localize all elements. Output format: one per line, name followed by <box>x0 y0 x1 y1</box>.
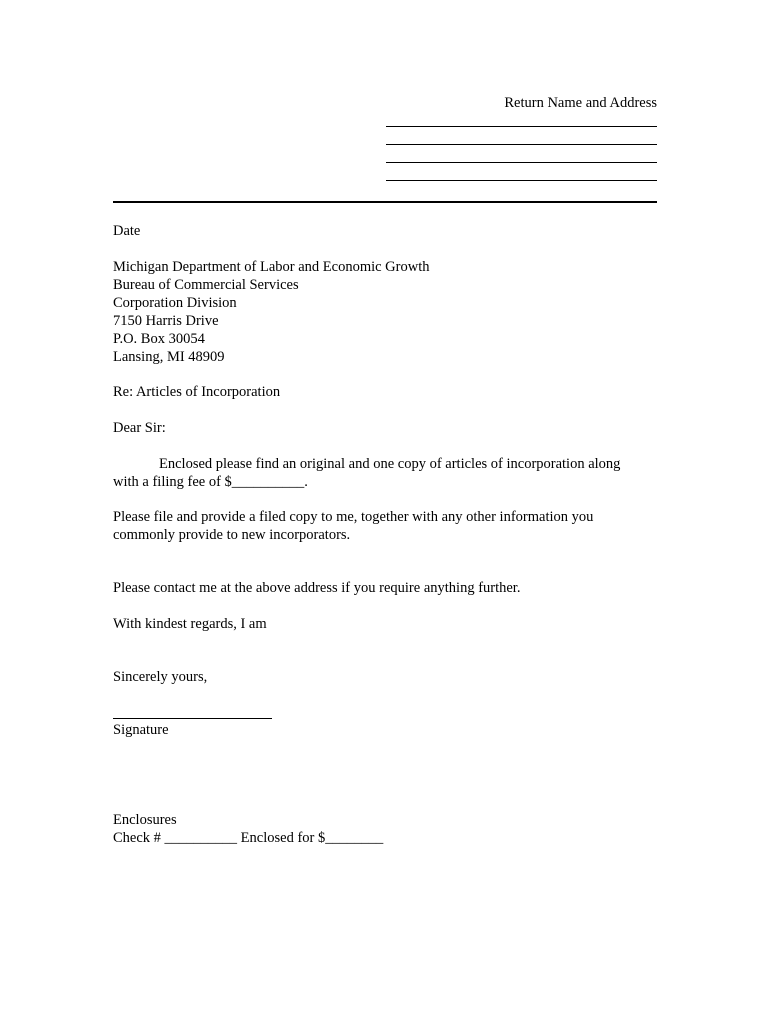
paragraph-line: Enclosed please find an original and one copy of articles of incorporation along <box>159 456 621 472</box>
paragraph-line: with a filing fee of $__________. <box>113 474 308 490</box>
paragraph-line: Please file and provide a filed copy to me, together with any other information you <box>113 509 594 525</box>
signature-block <box>113 721 657 739</box>
return-address-blank-2 <box>386 144 657 145</box>
recipient-line: Bureau of Commercial Services <box>113 277 299 293</box>
signature-label: Signature <box>113 722 169 738</box>
subject-text: Re: Articles of Incorporation <box>113 384 281 400</box>
body-paragraph-3 <box>113 579 657 597</box>
recipient-line: Michigan Department of Labor and Economic Growth <box>113 259 430 275</box>
date-field <box>113 222 657 240</box>
body-paragraph-2 <box>113 508 657 544</box>
return-address-label: Return Name and Address <box>504 95 657 111</box>
body-paragraph-1 <box>113 455 657 491</box>
recipient-line: Corporation Division <box>113 295 237 311</box>
salutation-text: Dear Sir: <box>113 420 166 436</box>
return-address-blank-3 <box>386 162 657 163</box>
return-address-blank-4 <box>386 180 657 181</box>
paragraph-line: Please contact me at the above address if you require anything further. <box>113 580 521 596</box>
return-address-blank-1 <box>386 126 657 127</box>
header-divider <box>113 201 657 203</box>
recipient-line: 7150 Harris Drive <box>113 313 219 329</box>
paragraph-line: With kindest regards, I am <box>113 616 267 632</box>
date-label: Date <box>113 223 141 239</box>
salutation <box>113 419 657 437</box>
closing <box>113 668 657 686</box>
enclosures-label: Enclosures <box>113 812 177 828</box>
enclosures-block <box>113 811 657 847</box>
check-line: Check # __________ Enclosed for $________ <box>113 830 384 846</box>
recipient-address <box>113 258 657 366</box>
recipient-line: P.O. Box 30054 <box>113 331 205 347</box>
body-paragraph-4 <box>113 615 657 633</box>
subject-line <box>113 383 657 401</box>
closing-text: Sincerely yours, <box>113 669 208 685</box>
signature-line <box>113 718 272 719</box>
paragraph-line: commonly provide to new incorporators. <box>113 527 351 543</box>
recipient-line: Lansing, MI 48909 <box>113 349 225 365</box>
